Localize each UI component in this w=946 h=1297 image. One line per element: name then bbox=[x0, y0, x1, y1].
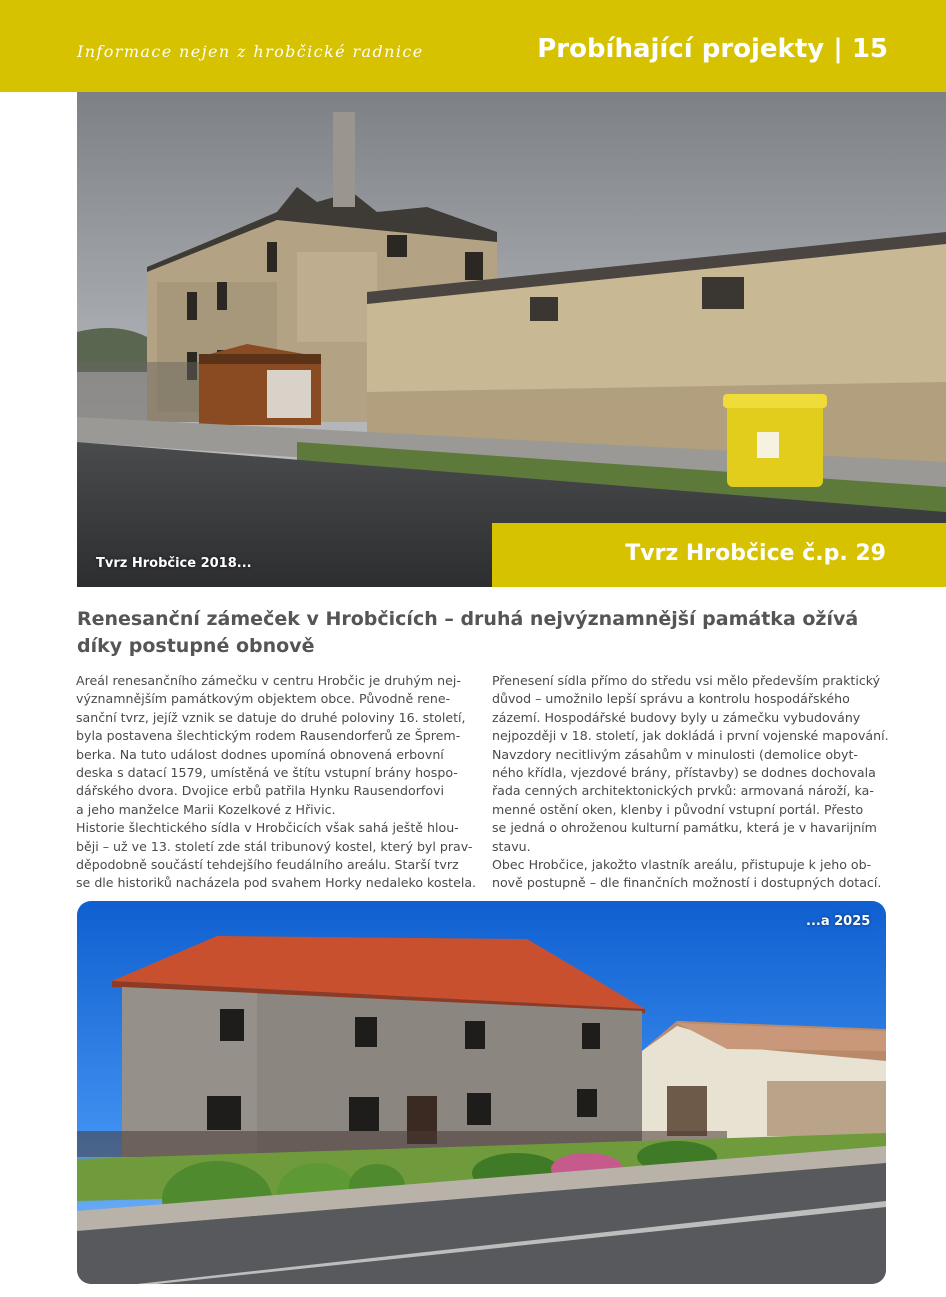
text-line: a jeho manželce Marii Kozelkové z Hřivic. bbox=[76, 801, 336, 817]
publication-title: Informace nejen z hrobčické radnice bbox=[77, 42, 424, 61]
headline-line-1: Renesanční zámeček v Hrobčicích – druhá nejvýznamnější památka ožívá bbox=[77, 608, 859, 630]
text-line: důvod – umožnilo lepší správu a kontrolu hospodářského bbox=[492, 691, 850, 707]
text-line: Obec Hrobčice, jakožto vlastník areálu, přistupuje k jeho ob- bbox=[492, 857, 872, 873]
text-line: se dle historiků nacházela pod svahem Horky nedaleko kostela. bbox=[76, 875, 477, 891]
text-line: sanční tvrz, jejíž vznik se datuje do druhé poloviny 16. století, bbox=[76, 709, 466, 725]
headline-line-2: díky postupné obnově bbox=[77, 635, 315, 657]
section-title: Probíhající projekty | 15 bbox=[537, 34, 888, 64]
text-line: nejpozději v 18. století, jak dokládá i první vojenské mapování. bbox=[492, 728, 889, 744]
text-line: nově postupně – dle finančních možností i dostupných dotací. bbox=[492, 875, 882, 891]
photo-caption-2018: Tvrz Hrobčice 2018... bbox=[96, 556, 252, 571]
article-title-box bbox=[492, 523, 946, 587]
text-line: Navzdory necitlivým zásahům v minulosti (demolice obyt- bbox=[492, 746, 858, 762]
text-line: berka. Na tuto událost dodnes upomíná obnovená erbovní bbox=[76, 746, 444, 762]
text-line: deska s datací 1579, umístěná ve štítu vstupní brány hospo- bbox=[76, 765, 458, 781]
text-line: běji – už ve 13. století zde stál tribunový kostel, který byl prav- bbox=[76, 838, 473, 854]
text-line: Areál renesančního zámečku v centru Hrobčic je druhým nej- bbox=[76, 673, 461, 688]
text-line: menné ostění oken, klenby i původní vstupní portál. Přesto bbox=[492, 801, 864, 817]
article-headline bbox=[77, 606, 897, 660]
photo-fortress-2025 bbox=[77, 901, 886, 1284]
article-column-right bbox=[492, 672, 888, 893]
article-title: Tvrz Hrobčice č.p. 29 bbox=[625, 541, 886, 566]
text-line: byla postavena šlechtickým rodem Rausendorferů ze Šprem- bbox=[76, 728, 461, 744]
text-line: stavu. bbox=[492, 838, 531, 854]
text-line: ného křídla, vjezdové brány, přístavby) se dodnes dochovala bbox=[492, 765, 876, 781]
text-line: zázemí. Hospodářské budovy byly u zámečku vybudovány bbox=[492, 709, 861, 725]
text-line: Historie šlechtického sídla v Hrobčicích však sahá ještě hlou- bbox=[76, 820, 459, 836]
text-line: významnějším památkovým objektem obce. Původně rene- bbox=[76, 691, 451, 707]
text-line: dářského dvora. Dvojice erbů patřila Hynku Rausendorfovi bbox=[76, 783, 444, 799]
text-line: Přenesení sídla přímo do středu vsi mělo především praktický bbox=[492, 673, 881, 688]
page-header bbox=[0, 0, 946, 92]
text-line: se jedná o ohroženou kulturní památku, která je v havarijním bbox=[492, 820, 877, 836]
article-column-left bbox=[76, 672, 476, 893]
text-line: řada cenných architektonických prvků: armovaná nároží, ka- bbox=[492, 783, 874, 799]
text-line: děpodobně součástí tehdejšího feudálního areálu. Starší tvrz bbox=[76, 857, 459, 873]
photo-fortress-2018 bbox=[77, 92, 946, 587]
photo-caption-2025: ...a 2025 bbox=[806, 914, 871, 929]
